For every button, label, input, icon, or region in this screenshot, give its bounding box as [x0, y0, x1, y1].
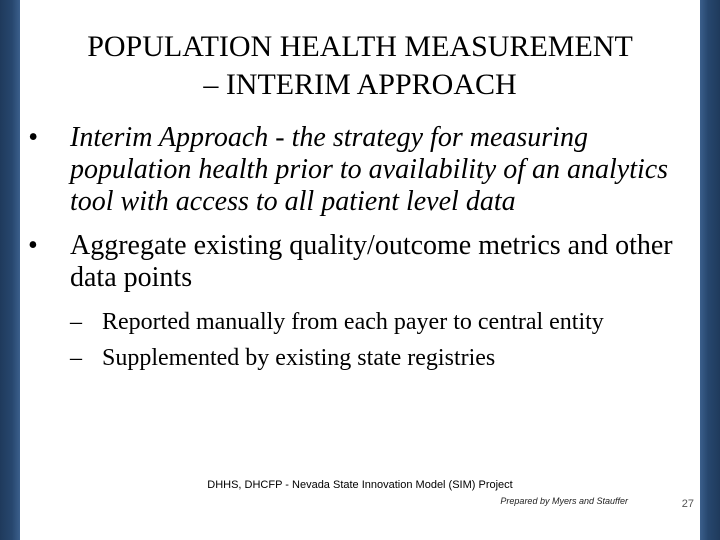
slide-frame-left — [0, 0, 20, 540]
page-number: 27 — [681, 498, 694, 510]
bullet-item-interim-approach — [28, 122, 688, 218]
bullet-list — [28, 122, 688, 378]
slide-title — [20, 28, 700, 104]
sub-bullet-marker: – — [70, 345, 82, 371]
sub-bullet-text: Reported manually from each payer to central entity — [102, 309, 604, 335]
footer-project: DHHS, DHCFP - Nevada State Innovation Model (SIM) Project — [207, 479, 513, 491]
slide-frame-right — [700, 0, 720, 540]
sub-bullet-text: Supplemented by existing state registries — [102, 345, 496, 371]
sub-bullet-marker: – — [70, 309, 82, 335]
sub-bullet-state-registries — [28, 342, 688, 374]
sub-bullet-reported-manually — [28, 306, 688, 338]
footer-prepared-by: Prepared by Myers and Stauffer — [500, 496, 628, 506]
bullet-item-aggregate-metrics — [28, 230, 688, 294]
slide-title-line-2: – INTERIM APPROACH — [203, 68, 517, 101]
bullet-text: Interim Approach - the strategy for measuring population health prior to availability of an analytics tool with access to all patient level data — [70, 122, 669, 217]
bullet-marker: • — [28, 122, 38, 153]
slide-title-line-1: POPULATION HEALTH MEASUREMENT — [87, 30, 633, 63]
bullet-text: Aggregate existing quality/outcome metrics and other data points — [70, 230, 673, 293]
bullet-marker: • — [28, 230, 38, 261]
